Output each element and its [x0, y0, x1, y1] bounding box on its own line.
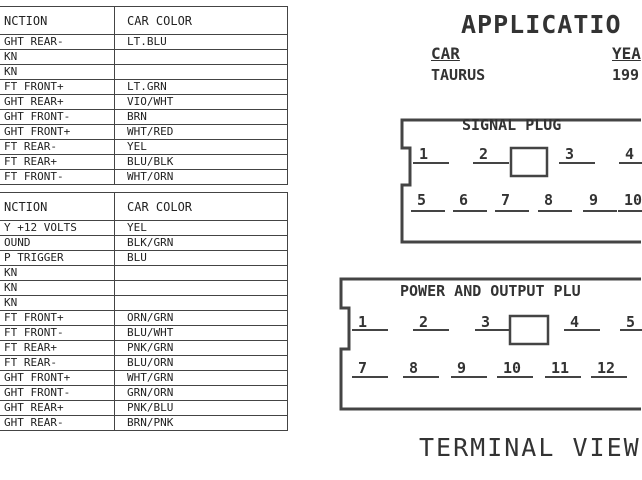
- year-value: 199: [612, 66, 640, 84]
- car-color-cell: WHT/GRN: [115, 371, 288, 386]
- pin-label: 7: [501, 191, 511, 209]
- pin-label: 2: [479, 145, 489, 163]
- car-color-cell: LT.BLU: [115, 35, 288, 50]
- function-cell: GHT FRONT-: [0, 386, 115, 401]
- pin-label: 11: [551, 359, 570, 377]
- car-color-cell: VIO/WHT: [115, 95, 288, 110]
- car-color-cell: PNK/GRN: [115, 341, 288, 356]
- function-header: NCTION: [0, 7, 115, 35]
- pin-label: 5: [417, 191, 427, 209]
- car-color-cell: BLU/WHT: [115, 326, 288, 341]
- car-color-cell: YEL: [115, 221, 288, 236]
- pin-label: 1: [419, 145, 429, 163]
- function-cell: GHT REAR-: [0, 416, 115, 431]
- car-color-cell: BRN: [115, 110, 288, 125]
- car-color-cell: YEL: [115, 140, 288, 155]
- car-color-cell: BLU/ORN: [115, 356, 288, 371]
- car-label: CAR: [431, 44, 460, 63]
- function-cell: P TRIGGER: [0, 251, 115, 266]
- signal-plug-outline: [402, 120, 641, 242]
- pin-label: 8: [409, 359, 419, 377]
- car-color-cell: BLK/GRN: [115, 236, 288, 251]
- signal-plug-key: [511, 148, 547, 176]
- function-cell: GHT FRONT+: [0, 125, 115, 140]
- pin-label: 9: [589, 191, 599, 209]
- car-value: TAURUS: [431, 66, 486, 84]
- year-label: YEA: [612, 44, 641, 63]
- signal-plug-title: SIGNAL PLUG: [462, 116, 562, 134]
- car-color-cell: BLU: [115, 251, 288, 266]
- function-cell: OUND: [0, 236, 115, 251]
- pin-label: 7: [358, 359, 368, 377]
- pin-label: 2: [419, 313, 429, 331]
- terminal-view-label: TERMINAL VIEW: [419, 433, 641, 462]
- car-color-cell: BRN/PNK: [115, 416, 288, 431]
- application-title: APPLICATIO: [461, 10, 622, 39]
- function-cell: FT FRONT+: [0, 311, 115, 326]
- function-cell: FT FRONT-: [0, 326, 115, 341]
- pin-label: 10: [624, 191, 642, 209]
- car-color-cell: WHT/ORN: [115, 170, 288, 185]
- function-cell: Y +12 VOLTS: [0, 221, 115, 236]
- power-plug-key: [510, 316, 548, 344]
- pin-label: 6: [459, 191, 469, 209]
- car-color-cell: WHT/RED: [115, 125, 288, 140]
- function-cell: GHT REAR+: [0, 401, 115, 416]
- pin-label: 3: [481, 313, 491, 331]
- function-cell: GHT FRONT+: [0, 371, 115, 386]
- function-cell: GHT REAR-: [0, 35, 115, 50]
- car-color-cell: BLU/BLK: [115, 155, 288, 170]
- pin-label: 9: [457, 359, 467, 377]
- pin-label: 4: [570, 313, 580, 331]
- power-plug-title: POWER AND OUTPUT PLU: [400, 282, 581, 300]
- function-cell: FT REAR-: [0, 356, 115, 371]
- pin-label: 4: [625, 145, 635, 163]
- function-cell: FT FRONT+: [0, 80, 115, 95]
- car-color-cell: LT.GRN: [115, 80, 288, 95]
- pin-label: 5: [626, 313, 636, 331]
- car-color-cell: PNK/BLU: [115, 401, 288, 416]
- function-cell: KN: [0, 266, 115, 281]
- car-color-header: CAR COLOR: [115, 7, 288, 35]
- function-cell: GHT REAR+: [0, 95, 115, 110]
- function-cell: KN: [0, 296, 115, 311]
- function-cell: KN: [0, 281, 115, 296]
- function-cell: FT FRONT-: [0, 170, 115, 185]
- car-color-cell: ORN/GRN: [115, 311, 288, 326]
- car-color-header: CAR COLOR: [115, 193, 288, 221]
- pin-label: 3: [565, 145, 575, 163]
- function-cell: FT REAR-: [0, 140, 115, 155]
- function-header: NCTION: [0, 193, 115, 221]
- pin-label: 1: [358, 313, 368, 331]
- function-cell: FT REAR+: [0, 155, 115, 170]
- function-cell: GHT FRONT-: [0, 110, 115, 125]
- pin-label: 10: [503, 359, 522, 377]
- function-cell: FT REAR+: [0, 341, 115, 356]
- pin-label: 12: [597, 359, 616, 377]
- pin-label: 8: [544, 191, 554, 209]
- car-color-cell: GRN/ORN: [115, 386, 288, 401]
- function-cell: KN: [0, 65, 115, 80]
- function-cell: KN: [0, 50, 115, 65]
